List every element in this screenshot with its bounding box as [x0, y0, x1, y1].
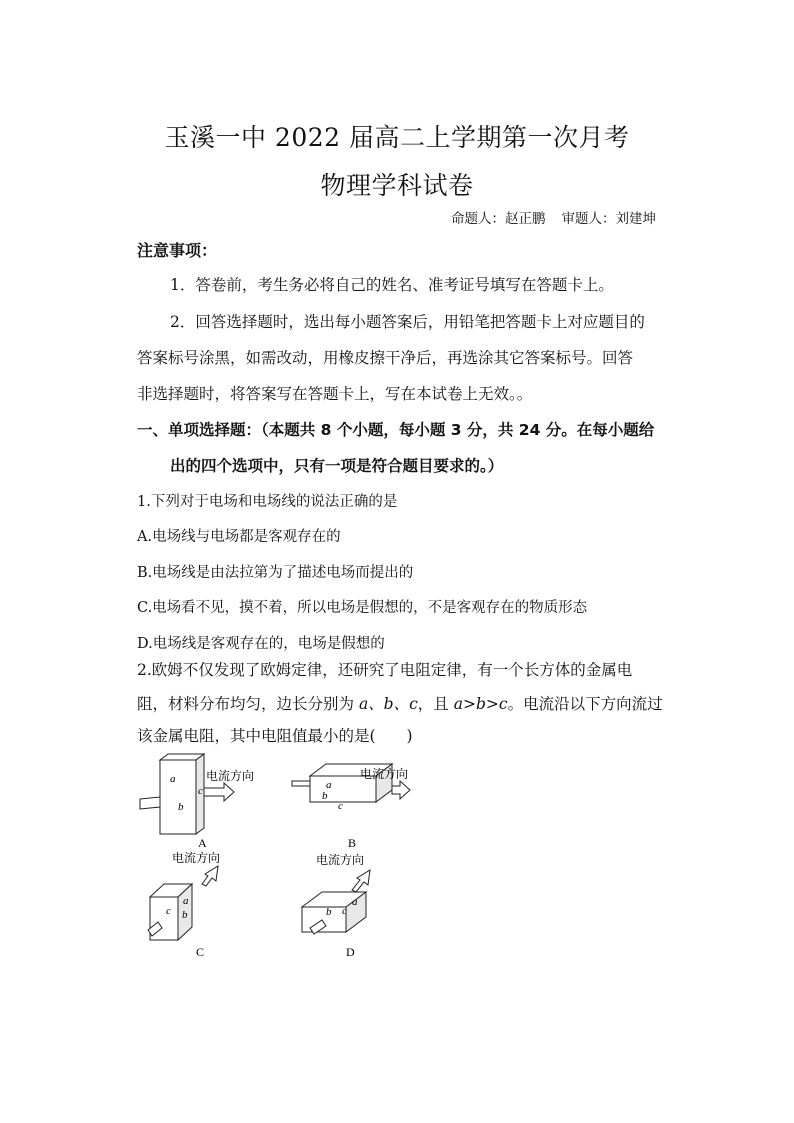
q1-option-b: B.电场线是由法拉第为了描述电场而提出的	[137, 565, 414, 581]
q2-line2-mid: ，且	[417, 695, 454, 713]
edge-b-in-b: b	[322, 790, 328, 802]
edge-b-in-d: b	[326, 906, 332, 918]
current-label-a: 电流方向	[206, 769, 255, 783]
q2-line1: 2.欧姆不仅发现了欧姆定律，还研究了电阻定律，有一个长方体的金属电	[137, 661, 633, 679]
q2-line2-pre: 阻，材料分布均匀，边长分别为	[137, 695, 359, 713]
label-d: D	[346, 945, 355, 959]
notice-item-1: 1．答卷前，考生务必将自己的姓名、准考证号填写在答题卡上。	[170, 276, 614, 294]
q1-option-a: A.电场线与电场都是客观存在的	[137, 529, 341, 545]
q1-option-d: D.电场线是客观存在的，电场是假想的	[137, 636, 385, 652]
label-c: C	[196, 945, 205, 959]
q2-line3: 该金属电阻，其中电阻值最小的是( )	[137, 727, 413, 745]
q2-line2-post: 。电流沿以下方向流过	[507, 695, 663, 713]
edge-c-in-d: c	[342, 905, 347, 917]
edge-b-in-c: b	[182, 909, 188, 921]
q1-stem: 1.下列对于电场和电场线的说法正确的是	[137, 494, 398, 510]
reviewer: 审题人：刘建坤	[561, 211, 656, 227]
edge-c-in-a: c	[198, 785, 203, 797]
q2-vars: a、b、c	[358, 695, 418, 713]
edge-a-in-b: a	[326, 779, 332, 791]
current-label-c: 电流方向	[172, 851, 221, 865]
q1-option-c: C.电场看不见，摸不着，所以电场是假想的，不是客观存在的物质形态	[137, 600, 588, 616]
notice-item-2-line2: 答案标号涂黑，如需改动，用橡皮擦干净后，再选涂其它答案标号。回答	[137, 349, 634, 367]
exam-title: 玉溪一中 2022 届高二上学期第一次月考	[164, 123, 630, 152]
section-heading-line1: 一、单项选择题：（本题共 8 个小题，每小题 3 分，共 24 分。在每小题给	[137, 421, 655, 439]
author-line	[451, 207, 656, 227]
edge-a-in-d: a	[352, 896, 358, 908]
notice-item-2-line3: 非选择题时，将答案写在答题卡上，写在本试卷上无效。。	[137, 385, 533, 403]
edge-a-in-c: a	[183, 895, 189, 907]
exam-subtitle: 物理学科试卷	[320, 171, 474, 200]
author: 命题人：赵正鹏	[451, 211, 546, 227]
edge-c-in-b: c	[338, 800, 343, 812]
edge-b-in-a: b	[178, 801, 184, 813]
q2-condition: a>b>c	[453, 695, 508, 713]
current-label-b: 电流方向	[360, 767, 409, 781]
q2-resistor-diagrams	[130, 752, 420, 962]
section-heading-line2: 出的四个选项中，只有一项是符合题目要求的。）	[170, 457, 504, 475]
label-a: A	[198, 836, 207, 850]
diagram-d	[302, 870, 370, 934]
edge-a-in-a: a	[170, 773, 176, 785]
current-label-d: 电流方向	[316, 853, 365, 867]
label-b: B	[348, 836, 357, 850]
notice-heading: 注意事项：	[137, 241, 218, 260]
edge-c-in-c: c	[166, 905, 171, 917]
q2-line2	[137, 692, 663, 714]
notice-item-2-line1: 2．回答选择题时，选出每小题答案后，用铅笔把答题卡上对应题目的	[170, 313, 645, 331]
diagram-a	[140, 754, 234, 834]
